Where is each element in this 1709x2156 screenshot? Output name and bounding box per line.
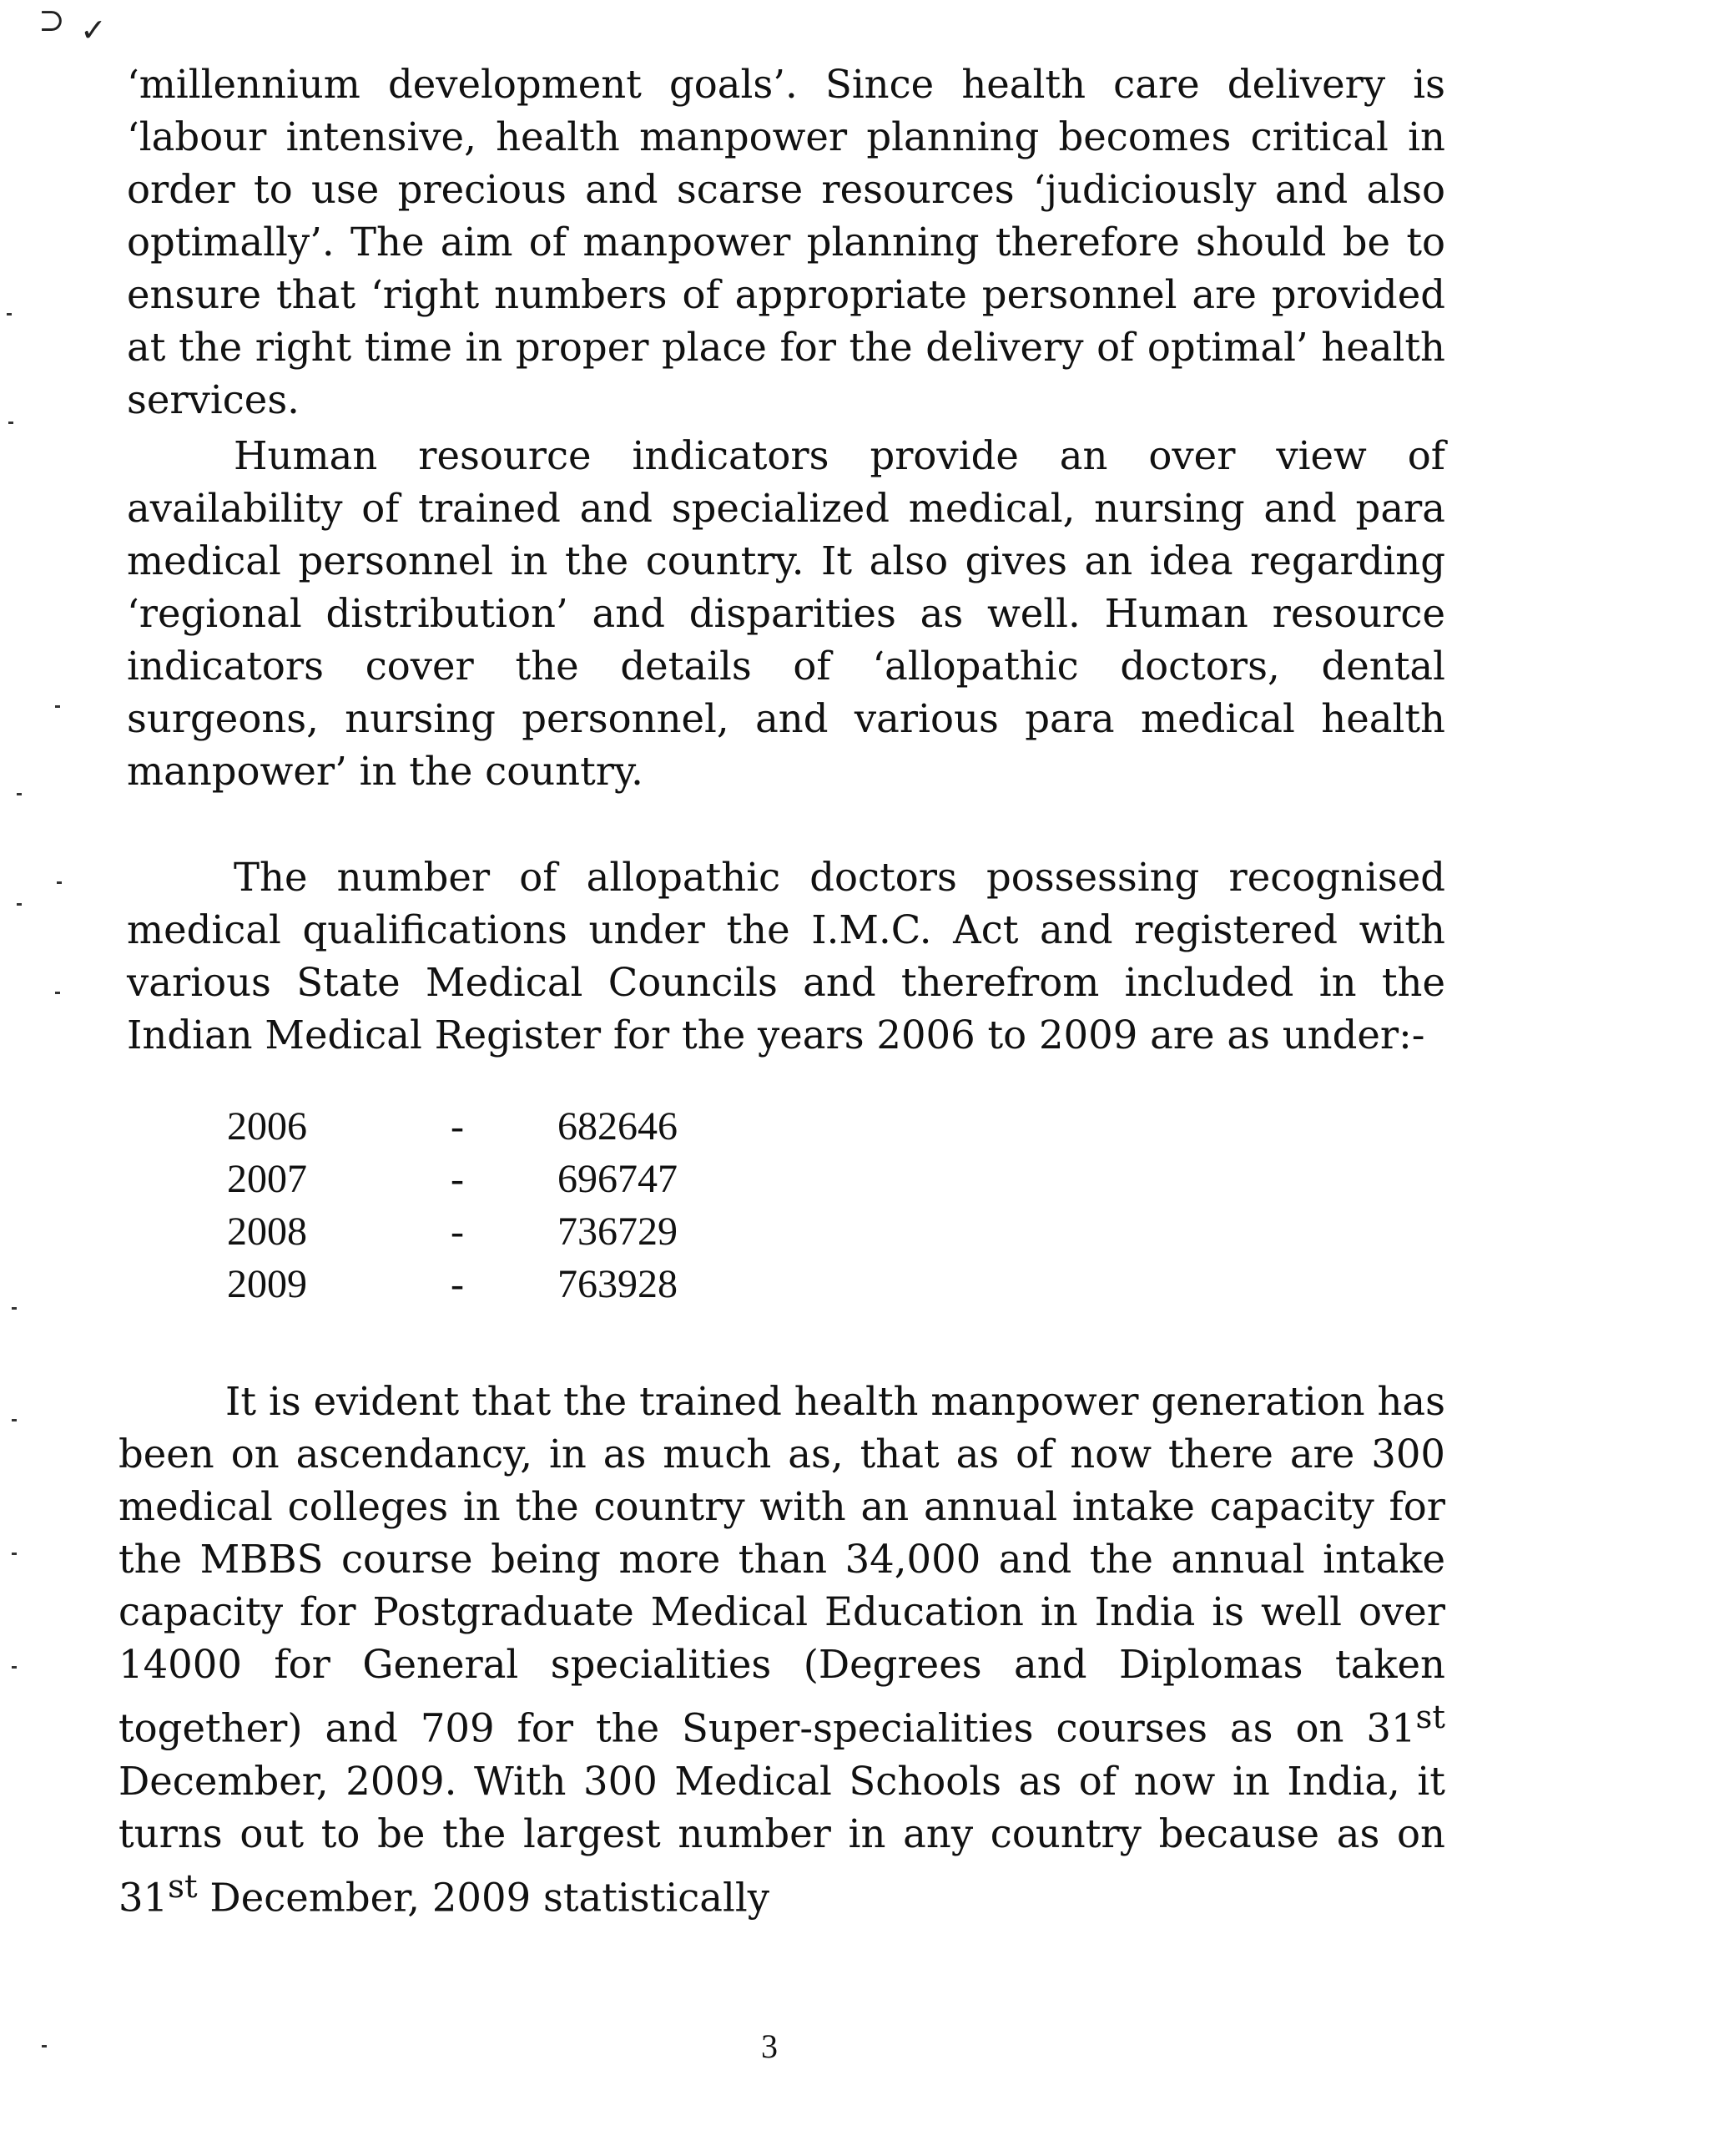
ordinal-suffix: st [1415,1699,1445,1736]
table-row [227,1261,724,1314]
count-cell: 763928 [557,1262,678,1306]
count-cell: 696747 [557,1157,678,1201]
page-number: 3 [761,2027,778,2065]
scan-speck [12,1419,17,1421]
doctors-registration-table [227,1103,724,1314]
scan-speck [7,313,12,316]
year-cell: 2006 [227,1104,307,1149]
paragraph-millennium-goals: ‘millennium development goals’. Since health care delivery is ‘labour intensive, health manpower planning becomes critical in order to use precious and scarse resources ‘judiciously and also optimally’. The aim of manpower planning therefore should be to ensure that ‘right numbers of appropriate personnel are provided at the right time in proper place for the delivery of optimal’ health services. [127,62,1445,422]
separator-cell: - [451,1209,464,1254]
scan-speck [55,992,60,994]
scan-speck [12,1666,17,1669]
count-cell: 736729 [557,1209,678,1254]
separator-cell: - [451,1104,464,1149]
scan-speck [55,705,60,708]
year-cell: 2007 [227,1157,307,1201]
table-row [227,1103,724,1156]
ordinal-suffix: st [168,1867,198,1906]
scan-speck [42,2045,47,2047]
table-row [227,1209,724,1261]
paragraph-manpower-generation [118,1376,1445,1924]
year-cell: 2008 [227,1209,307,1254]
paragraph-human-resource-indicators: Human resource indicators provide an over view of availability of trained and specialized medical, nursing and para medical personnel in the country. It also gives an idea regarding ‘regional distribution’ and disparities as well. Human resource indicators cover the details of ‘allopathic doctors, dental surgeons, nursing personnel, and various para medical health manpower’ in the country. [127,433,1445,794]
separator-cell: - [451,1157,464,1201]
scan-speck [12,1553,17,1555]
scan-speck [17,903,22,906]
margin-mark-bracket: ⊃ [38,2,65,38]
count-cell: 682646 [557,1104,678,1149]
separator-cell: - [451,1262,464,1306]
scan-speck [12,1307,17,1310]
closing-text-part-3: December, 2009 statistically [197,1875,769,1920]
scan-speck [8,422,13,424]
paragraph-allopathic-doctors: The number of allopathic doctors possessing recognised medical qualifications under the I.M.C. Act and registered with various State Medical Councils and therefrom included in the Indian Medical Register for the years 2006 to 2009 are as under:- [127,855,1445,1058]
scan-speck [17,793,22,795]
closing-text-part-1: It is evident that the trained health manpower generation has been on ascendancy, in as much as, that as of now there are 300 medical colleges in the country with an annual intake capacity for the MBBS course being more than 34,000 and the annual intake capacity for Postgraduate Medical Education in India is well over 14000 for General specialities (Degrees and Diplomas taken together) and 709 for the Super-specialities courses as on 31 [118,1379,1445,1751]
table-row [227,1156,724,1209]
scan-speck [57,881,62,884]
closing-text-part-2: December, 2009. With 300 Medical Schools as of now in India, it turns out to be the largest number in any country because as on 31 [118,1758,1445,1920]
year-cell: 2009 [227,1262,307,1306]
margin-mark-tick: ✓ [80,12,107,48]
